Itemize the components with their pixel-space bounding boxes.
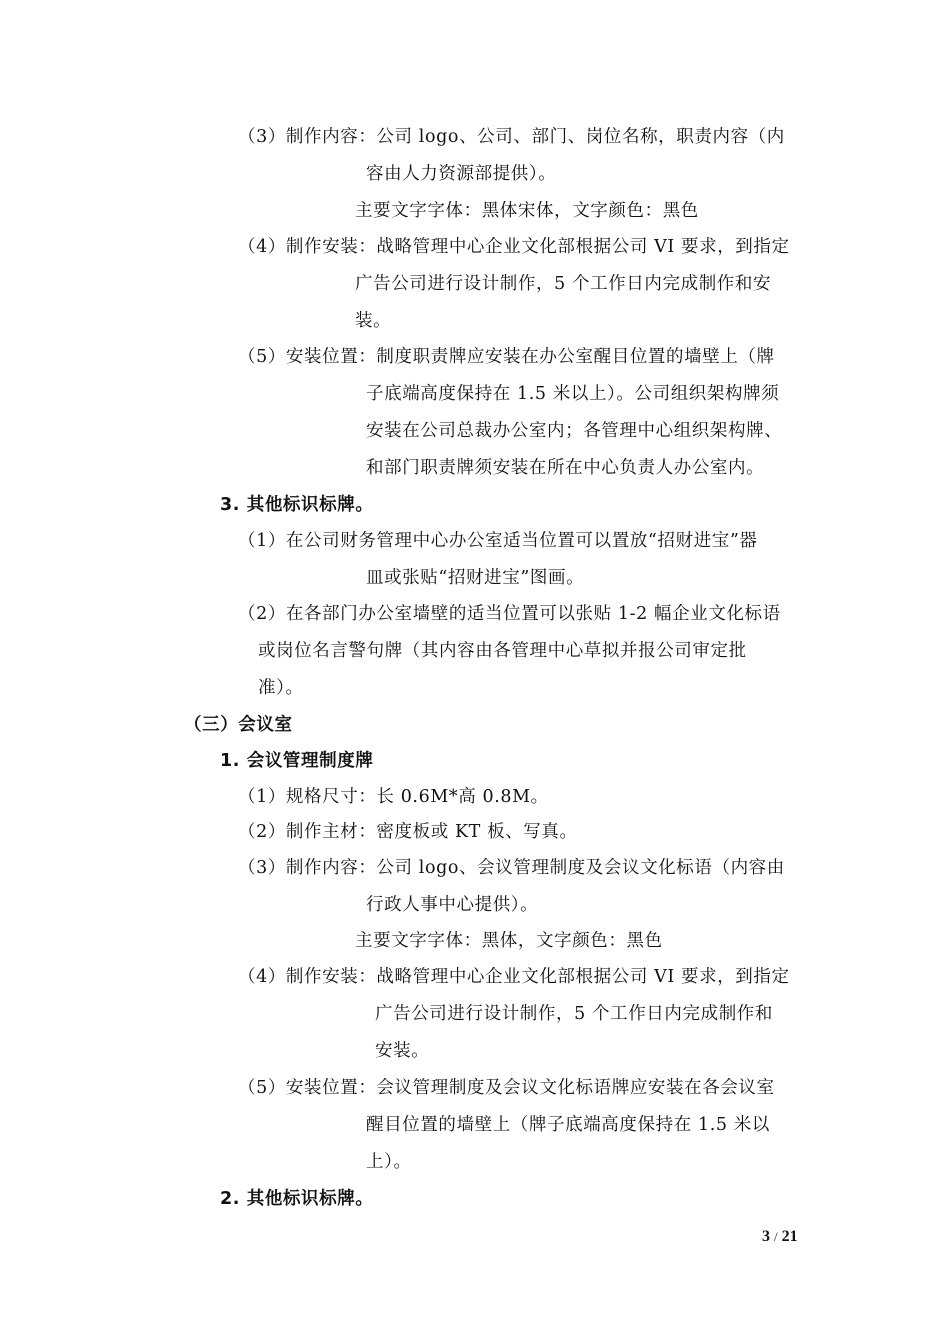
page-total: 21 [781, 1228, 798, 1245]
section-heading: 2. 其他标识标牌。 [220, 1189, 374, 1209]
text-line: （3）制作内容：公司 logo、会议管理制度及会议文化标语（内容由 [238, 858, 785, 878]
text-line: 准）。 [258, 678, 304, 698]
text-line: （5）安装位置：会议管理制度及会议文化标语牌应安装在各会议室 [238, 1078, 775, 1098]
page-separator: / [774, 1229, 778, 1244]
text-line: （1）规格尺寸：长 0.6M*高 0.8M。 [238, 787, 549, 807]
text-line: （1）在公司财务管理中心办公室适当位置可以置放“招财进宝”器 [238, 531, 758, 551]
page-current: 3 [762, 1228, 770, 1245]
text-line: 子底端高度保持在 1.5 米以上）。公司组织架构牌须 [366, 384, 780, 404]
section-heading: 1. 会议管理制度牌 [220, 751, 374, 771]
text-line: 和部门职责牌须安装在所在中心负责人办公室内。 [366, 458, 765, 478]
text-line: 皿或张贴“招财进宝”图画。 [366, 568, 585, 588]
text-line: 主要文字字体：黑体宋体，文字颜色：黑色 [355, 201, 699, 221]
page-number [762, 1228, 798, 1246]
chapter-heading: （三）会议室 [184, 715, 293, 735]
text-line: （4）制作安装：战略管理中心企业文化部根据公司 VI 要求，到指定 [238, 967, 790, 987]
text-line: 上）。 [366, 1152, 412, 1172]
text-line: 或岗位名言警句牌（其内容由各管理中心草拟并报公司审定批 [258, 641, 747, 661]
text-line: 主要文字字体：黑体，文字颜色：黑色 [355, 931, 663, 951]
text-line: 安装在公司总裁办公室内；各管理中心组织架构牌、 [366, 421, 783, 441]
text-line: 广告公司进行设计制作，5 个工作日内完成制作和安 [355, 274, 772, 294]
text-line: 广告公司进行设计制作，5 个工作日内完成制作和 [375, 1004, 773, 1024]
text-line: （3）制作内容：公司 logo、公司、部门、岗位名称，职责内容（内 [238, 127, 785, 147]
text-line: 行政人事中心提供）。 [366, 895, 539, 915]
section-heading: 3. 其他标识标牌。 [220, 495, 374, 515]
text-line: 醒目位置的墙壁上（牌子底端高度保持在 1.5 米以 [366, 1115, 770, 1135]
text-line: 装。 [355, 311, 392, 331]
text-line: （5）安装位置：制度职责牌应安装在办公室醒目位置的墙壁上（牌 [238, 347, 775, 367]
text-line: （4）制作安装：战略管理中心企业文化部根据公司 VI 要求，到指定 [238, 237, 790, 257]
text-line: （2）制作主材：密度板或 KT 板、写真。 [238, 822, 578, 842]
text-line: （2）在各部门办公室墙壁的适当位置可以张贴 1-2 幅企业文化标语 [238, 604, 781, 624]
text-line: 安装。 [375, 1041, 430, 1061]
text-line: 容由人力资源部提供）。 [366, 164, 557, 184]
